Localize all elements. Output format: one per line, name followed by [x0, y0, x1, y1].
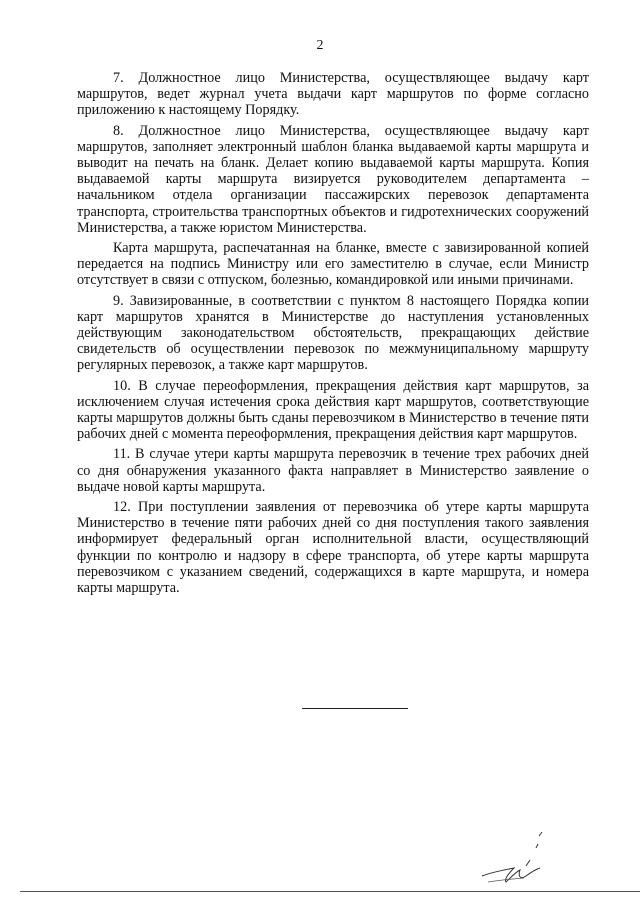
- paragraph-9: 9. Завизированные, в соответствии с пунктом 8 настоящего Порядка копии карт маршрутов хранятся в Министерстве до наступления установленных действующим законодательством обстоятельств, прекращающих действие свидетельств об осуществлении перевозок по межмуниципальному маршруту регулярных перевозок, а также карт маршрутов.: [77, 292, 589, 374]
- page-bottom-edge: [20, 891, 640, 892]
- paragraph-11: 11. В случае утери карты маршрута перевозчик в течение трех рабочих дней со дня обнаружения указанного факта направляет в Министерство заявление о выдаче новой карты маршрута.: [77, 446, 589, 495]
- paragraph-8-continued: Карта маршрута, распечатанная на бланке, вместе с завизированной копией передается на подпись Министру или его заместителю в случае, если Министр отсутствует в связи с отпуском, болезнью, командировкой или иными причинами.: [77, 240, 589, 289]
- paragraph-8: 8. Должностное лицо Министерства, осуществляющее выдачу карт маршрутов, заполняет электронный шаблон бланка выдаваемой карты маршрута и выводит на печать на бланк. Делает копию выдаваемой карты маршрута. Копия выдаваемой карты маршрута визируется руководителем департамента – начальником отдела организации пассажирских перевозок департамента транспорта, строительства транспортных объектов и гидротехнических сооружений Министерства, а также юристом Министерства.: [77, 122, 589, 236]
- signature-mark: [478, 826, 548, 890]
- paragraph-12: 12. При поступлении заявления от перевозчика об утере карты маршрута Министерство в течение пяти рабочих дней со дня поступления такого заявления информирует федеральный орган исполнительной власти, осуществляющий функции по контролю и надзору в сфере транспорта, об утере карты маршрута перевозчиком с указанием сведений, содержащихся в карте маршрута, и номера карты маршрута.: [77, 499, 589, 597]
- paragraph-7: 7. Должностное лицо Министерства, осуществляющее выдачу карт маршрутов, ведет журнал учета выдачи карт маршрутов по форме согласно приложению к настоящему Порядку.: [77, 70, 589, 119]
- paragraph-10: 10. В случае переоформления, прекращения действия карт маршрутов, за исключением случая истечения срока действия карт маршрутов, соответствующие карты маршрутов должны быть сданы перевозчиком в Министерство в течение пяти рабочих дней с момента переоформления, прекращения действия карт маршрутов.: [77, 377, 589, 443]
- page-number: 2: [316, 38, 324, 53]
- document-body: [77, 70, 589, 599]
- section-divider: [302, 708, 408, 709]
